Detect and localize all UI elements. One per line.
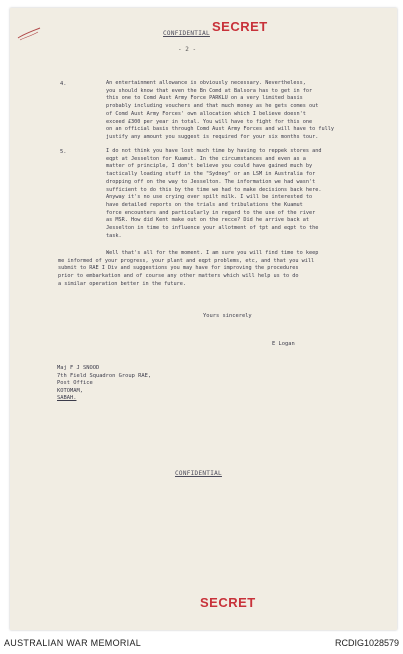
paragraph-line: a similar operation better in the future. xyxy=(58,280,187,287)
secret-stamp-bottom: SECRET xyxy=(200,595,256,610)
address-line: Post Office xyxy=(57,380,93,387)
paragraph-line: Jesselton in time to influence your allotment of tpt and eqpt to the xyxy=(106,225,319,232)
archive-name: AUSTRALIAN WAR MEMORIAL xyxy=(4,638,142,648)
paragraph-number: 4. xyxy=(60,81,67,87)
paragraph-line: matter of principle, I don't believe you could have gained much by xyxy=(106,163,313,170)
paragraph-line: An entertainment allowance is obviously necessary. Nevertheless, xyxy=(106,80,306,86)
paragraph-line: prior to embarkation and of course any other matters which will help us to do xyxy=(58,273,299,280)
classification-header: CONFIDENTIAL xyxy=(163,30,210,37)
paragraph-line: task. xyxy=(106,232,122,239)
paragraph-line: tactically loading stuff in the "Sydney" or an LSM in Australia for xyxy=(106,171,316,178)
paragraph-line: justify any amount you suggest is required for your six months tour. xyxy=(106,133,319,140)
paragraph-line: I do not think you have lost much time by having to reppek stores and xyxy=(106,148,322,154)
paragraph-line: Anyway it's no use crying over spilt milk. I will be interested to xyxy=(106,194,313,201)
paragraph-line: on an official basis through Comd Aust Army Forces and will have to fully xyxy=(106,126,334,133)
address-line: SABAH. xyxy=(57,395,77,402)
paragraph-line: probably including vouchers and that much money as he gets comes out xyxy=(106,103,319,110)
paragraph-line: sufficient to do this by the time we had to make decisions back here. xyxy=(106,186,322,193)
paragraph-line: dropping off on the way to Jesselton. The information we had wasn't xyxy=(106,178,316,185)
address-line: 7th Field Squadron Group RAE, xyxy=(57,372,152,379)
paragraph-line: me informed of your progress, your plant and eqpt problems, etc, and that you will xyxy=(58,257,315,264)
paragraph-line: this one to Comd Aust Army Force PARKLU on a very limited basis xyxy=(106,95,303,102)
paragraph-closing xyxy=(58,250,318,289)
paragraph-line: as MSR. How did Kent make out on the recce? Did he arrive back at xyxy=(106,217,310,224)
paragraph-line: have detailed reports on the trials and tribulations the Kuamut xyxy=(106,201,303,208)
paragraph-line: Well that's all for the moment. I am sure you will find time to keep xyxy=(106,250,319,256)
paragraph-number: 5. xyxy=(60,149,67,155)
address-line: Maj F J SNOOD xyxy=(57,365,100,371)
classification-footer: CONFIDENTIAL xyxy=(175,470,222,477)
archive-footer xyxy=(0,632,403,654)
secret-stamp-top: SECRET xyxy=(212,19,268,34)
paragraph-line: submit to RAE I Div and suggestions you may have for improving the procedures xyxy=(58,265,299,272)
paragraph-line: exceed £300 per year in total. You will have to fight for this one xyxy=(106,118,313,125)
paragraph-line: force encounters and particularly in regard to the use of the river xyxy=(106,209,316,216)
page-number: - 2 - xyxy=(178,46,197,53)
signature-name: E Logan xyxy=(272,341,295,347)
address-line: KOTOMAM, xyxy=(57,387,83,394)
salutation: Yours sincerely xyxy=(203,313,252,319)
record-id: RCDIG1028579 xyxy=(334,638,399,648)
paragraph-5 xyxy=(106,148,322,240)
paragraph-line: you should know that even the Bn Comd at Balsora has to get in for xyxy=(106,87,313,94)
paragraph-4 xyxy=(106,80,334,142)
paragraph-line: eqpt at Jesselton for Kuamut. In the circumstances and even as a xyxy=(106,155,306,162)
recipient-address xyxy=(57,365,151,403)
pencil-mark xyxy=(16,24,44,44)
paragraph-line: of Comd Aust Army Forces' own allocation which I believe doesn't xyxy=(106,110,306,117)
